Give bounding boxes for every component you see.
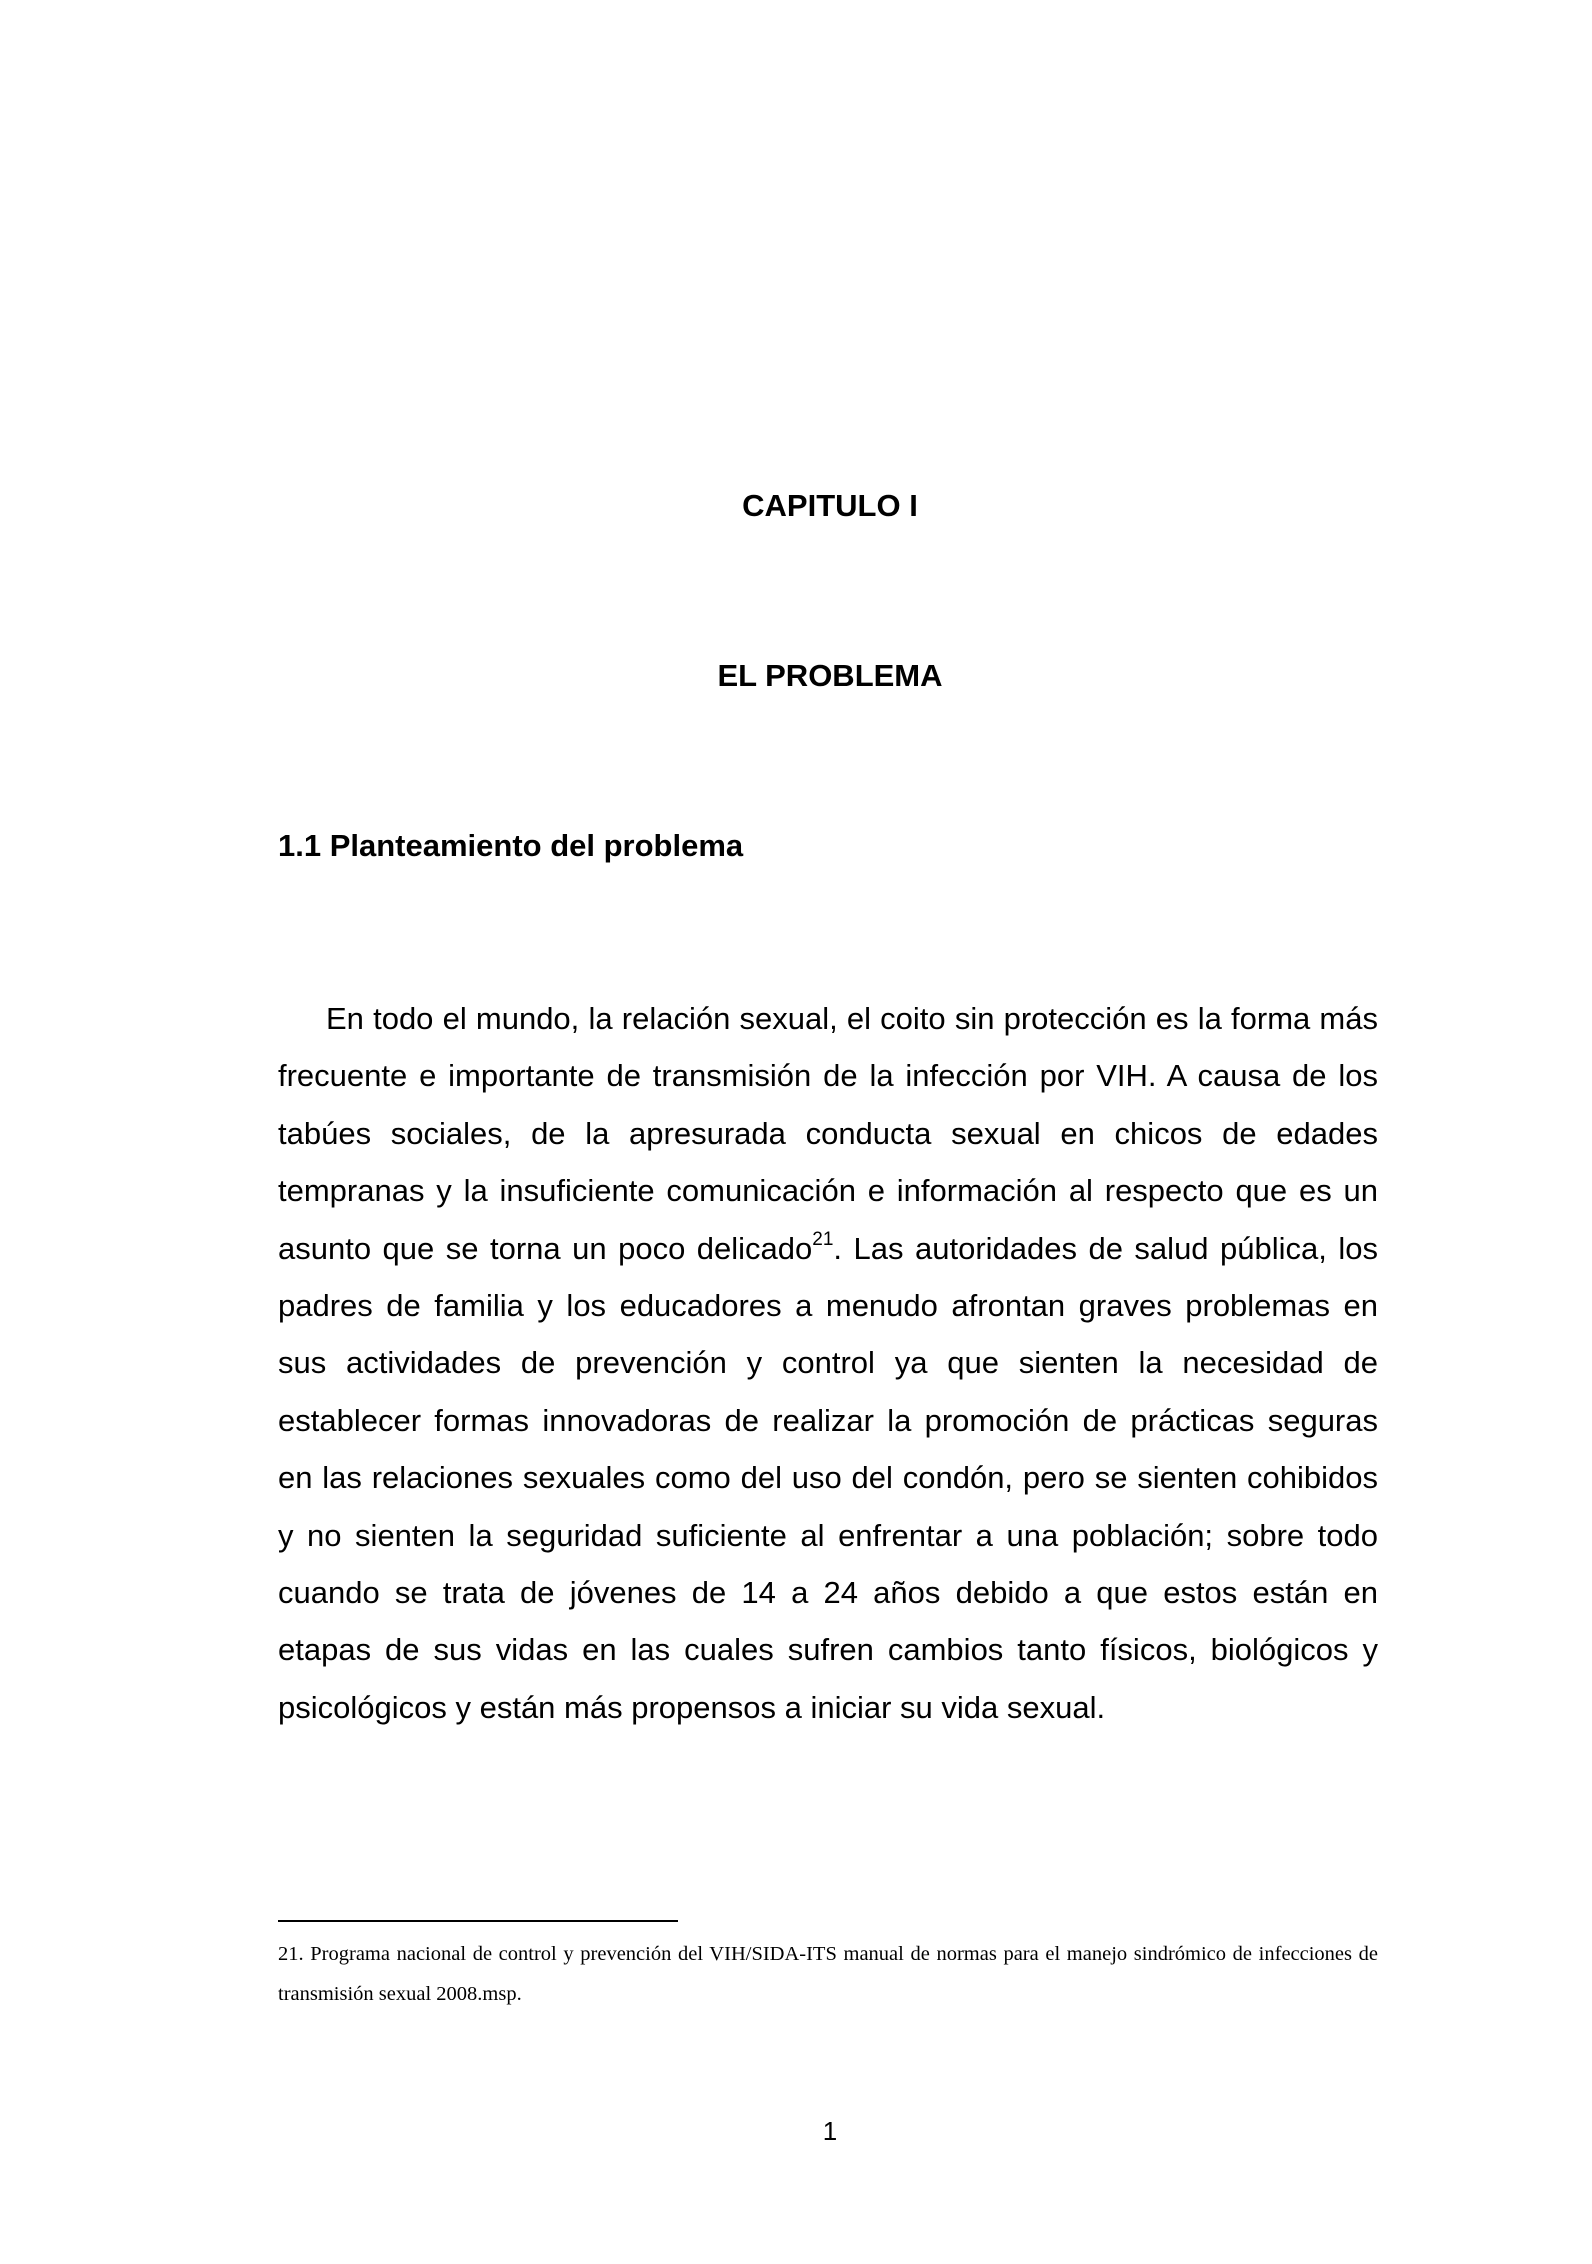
footnote-reference: 21 xyxy=(812,1228,834,1250)
section-heading: 1.1 Planteamiento del problema xyxy=(278,828,744,863)
body-text-part-2: . Las autoridades de salud pública, los padres de familia y los educadores a menudo afrontan graves problemas en sus actividades de prevención y control ya que sienten la necesidad de establecer formas innovadoras de realizar la promoción de prácticas seguras en las relaciones sexuales como del uso del condón, pero se sienten cohibidos y no sienten la seguridad suficiente al enfrentar a una población; sobre todo cuando se trata de jóvenes de 14 a 24 años debido a que estos están en etapas de sus vidas en las cuales sufren cambios tanto físicos, biológicos y psicológicos y están más propensos a iniciar su vida sexual. xyxy=(278,1230,1378,1725)
page-number: 1 xyxy=(822,2116,838,2146)
footnote-separator xyxy=(278,1920,678,1922)
footnote-text: 21. Programa nacional de control y prevención del VIH/SIDA-ITS manual de normas para el manejo sindrómico de infecciones de transmisión sexual 2008.msp. xyxy=(278,1943,1378,2005)
chapter-title: CAPITULO I xyxy=(742,488,918,523)
body-paragraph xyxy=(278,990,1378,1736)
chapter-subtitle: EL PROBLEMA xyxy=(717,658,943,693)
body-text-part-1: En todo el mundo, la relación sexual, el coito sin protección es la forma más frecuente e importante de transmisión de la infección por VIH. A causa de los tabúes sociales, de la apresurada conducta sexual en chicos de edades tempranas y la insuficiente comunicación e información al respecto que es un asunto que se torna un poco delicado xyxy=(278,1001,1378,1266)
